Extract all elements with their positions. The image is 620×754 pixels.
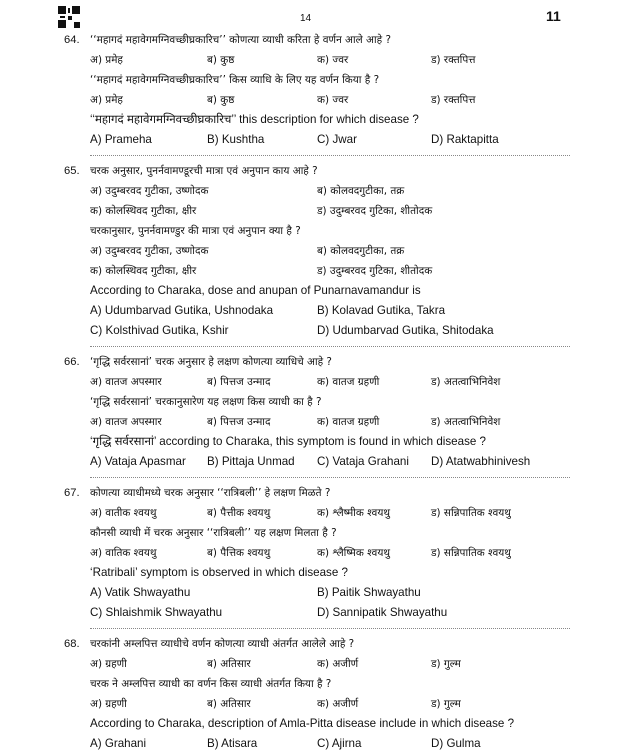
question-66 bbox=[64, 352, 584, 472]
options-row bbox=[64, 543, 584, 563]
question-stem-line bbox=[64, 392, 584, 412]
option: D) Sannipatik Shwayathu bbox=[317, 606, 448, 619]
options-row bbox=[64, 50, 584, 70]
question-stem: चरक ने अम्लपित्त व्याधी का वर्णन किस व्याधी अंतर्गत किया है ? bbox=[90, 678, 332, 690]
option: अ) प्रमेह bbox=[90, 94, 123, 106]
option: ड) सन्निपातिक श्वयथु bbox=[431, 507, 511, 519]
options-row bbox=[64, 503, 584, 523]
question-page bbox=[64, 30, 584, 754]
option: ड) सन्निपातिक श्वयथु bbox=[431, 547, 511, 559]
option: C) Jwar bbox=[317, 133, 357, 146]
question-65 bbox=[64, 161, 584, 341]
options-row bbox=[64, 90, 584, 110]
option: A) Vatik Shwayathu bbox=[90, 586, 191, 599]
option: क) श्लैष्मीक श्वयथु bbox=[317, 507, 390, 519]
question-64 bbox=[64, 30, 584, 150]
options-row bbox=[64, 372, 584, 392]
option: अ) वातज अपस्मार bbox=[90, 376, 162, 388]
options-row bbox=[64, 654, 584, 674]
option: ड) उदुम्बरवद गुटिका, शीतोदक bbox=[317, 205, 433, 217]
option: अ) वातिक श्वयथु bbox=[90, 547, 157, 559]
option: ब) कोलवदगुटीका, तक्र bbox=[317, 185, 405, 197]
page-number-right: 11 bbox=[546, 8, 561, 24]
question-divider bbox=[90, 628, 570, 630]
question-stem: ‘गृद्धि सर्वरसानां’ according to Charaka, this symptom is found in which disease ? bbox=[90, 435, 486, 448]
option: B) Pittaja Unmad bbox=[207, 455, 295, 468]
option: A) Udumbarvad Gutika, Ushnodaka bbox=[90, 304, 274, 317]
question-number: 67. bbox=[64, 487, 80, 499]
question-stem: ‘‘महागदं महावेगमग्निवच्छीघ्रकारिच’’ किस व्याधि के लिए यह वर्णन किया है ? bbox=[90, 74, 380, 86]
option: ब) अतिसार bbox=[207, 658, 251, 670]
question-stem-line bbox=[64, 30, 584, 50]
question-stem: ‘‘महागदं महावेगमग्निवच्छीघ्रकारिच’’ this description for which disease ? bbox=[90, 113, 419, 126]
question-stem: According to Charaka, dose and anupan of Punarnavamandur is bbox=[90, 284, 421, 297]
option: अ) ग्रहणी bbox=[90, 658, 127, 670]
option: ब) अतिसार bbox=[207, 698, 251, 710]
options-row bbox=[64, 734, 584, 754]
options-row bbox=[64, 412, 584, 432]
option: C) Shlaishmik Shwayathu bbox=[90, 606, 223, 619]
question-stem-line bbox=[64, 634, 584, 654]
option: D) Udumbarvad Gutika, Shitodaka bbox=[317, 324, 494, 337]
question-stem: चरक अनुसार, पुनर्नवामण्डूरची मात्रा एवं अनुपान काय आहे ? bbox=[90, 165, 318, 177]
question-number: 65. bbox=[64, 165, 80, 177]
option: D) Atatwabhinivesh bbox=[431, 455, 531, 468]
options-row bbox=[64, 583, 584, 603]
question-stem: ‘Ratribali’ symptom is observed in which disease ? bbox=[90, 566, 348, 579]
options-row bbox=[64, 130, 584, 150]
options-row bbox=[64, 301, 584, 321]
question-stem: चरकांनी अम्लपित्त व्याधीचे वर्णन कोणत्या व्याधी अंतर्गत आलेले आहे ? bbox=[90, 638, 355, 650]
barcode-icon bbox=[58, 6, 80, 28]
option: A) Grahani bbox=[90, 737, 147, 750]
question-stem-line bbox=[64, 483, 584, 503]
question-stem: कोणत्या व्याधीमध्ये चरक अनुसार ‘‘रात्रिबली’’ हे लक्षण मिळते ? bbox=[90, 487, 331, 499]
question-stem: ‘‘महागदं महावेगमग्निवच्छीघ्रकारिच’’ कोणत्या व्याधी करिता हे वर्णन आले आहे ? bbox=[90, 34, 391, 46]
option: अ) वातीक श्वयथु bbox=[90, 507, 157, 519]
option: C) Vataja Grahani bbox=[317, 455, 409, 468]
option: क) वातज ग्रहणी bbox=[317, 416, 380, 428]
question-stem: ‘गृद्धि सर्वरसानां’ चरकानुसारेण यह लक्षण किस व्याधी का है ? bbox=[90, 396, 322, 408]
option: ब) पैत्तिक श्वयथु bbox=[207, 547, 271, 559]
option: क) ज्वर bbox=[317, 54, 349, 66]
question-stem-line bbox=[64, 161, 584, 181]
question-stem: ‘गृद्धि सर्वरसानां’ चरक अनुसार हे लक्षण कोणत्या व्याधिचे आहे ? bbox=[90, 356, 332, 368]
option: क) कोलस्थिवद गुटीका, क्षीर bbox=[90, 205, 197, 217]
option: ब) कोलवदगुटीका, तक्र bbox=[317, 245, 405, 257]
option: अ) उदुम्बरवद गुटीका, उष्णोदक bbox=[90, 185, 209, 197]
question-stem-line bbox=[64, 674, 584, 694]
options-row bbox=[64, 201, 584, 221]
option: क) अजीर्ण bbox=[317, 658, 359, 670]
options-row bbox=[64, 261, 584, 281]
option: अ) प्रमेह bbox=[90, 54, 123, 66]
options-row bbox=[64, 181, 584, 201]
question-number: 64. bbox=[64, 34, 80, 46]
question-67 bbox=[64, 483, 584, 623]
question-stem: According to Charaka, description of Amla-Pitta disease include in which disease ? bbox=[90, 717, 515, 730]
question-number: 68. bbox=[64, 638, 80, 650]
options-row bbox=[64, 694, 584, 714]
question-stem-line bbox=[64, 432, 584, 452]
option: क) अजीर्ण bbox=[317, 698, 359, 710]
option: ड) अतत्वाभिनिवेश bbox=[431, 416, 501, 428]
option: ड) उदुम्बरवद गुटिका, शीतोदक bbox=[317, 265, 433, 277]
question-68 bbox=[64, 634, 584, 754]
options-row bbox=[64, 452, 584, 472]
option: ड) गुल्म bbox=[431, 698, 461, 710]
option: A) Prameha bbox=[90, 133, 152, 146]
question-divider bbox=[90, 346, 570, 348]
option: ड) रक्तपित्त bbox=[431, 54, 476, 66]
option: क) ज्वर bbox=[317, 94, 349, 106]
option: C) Ajirna bbox=[317, 737, 362, 750]
question-divider bbox=[90, 477, 570, 479]
question-stem: कौनसी व्याधी में चरक अनुसार ‘‘रात्रिबली’’ यह लक्षण मिलता है ? bbox=[90, 527, 337, 539]
option: क) कोलस्थिवद गुटीका, क्षीर bbox=[90, 265, 197, 277]
option: ब) पैत्तीक श्वयथु bbox=[207, 507, 271, 519]
option: B) Kushtha bbox=[207, 133, 265, 146]
question-stem-line bbox=[64, 70, 584, 90]
option: अ) वातज अपस्मार bbox=[90, 416, 162, 428]
option: क) वातज ग्रहणी bbox=[317, 376, 380, 388]
option: B) Atisara bbox=[207, 737, 258, 750]
option: B) Kolavad Gutika, Takra bbox=[317, 304, 446, 317]
option: अ) उदुम्बरवद गुटीका, उष्णोदक bbox=[90, 245, 209, 257]
options-row bbox=[64, 603, 584, 623]
option: C) Kolsthivad Gutika, Kshir bbox=[90, 324, 229, 337]
question-stem-line bbox=[64, 563, 584, 583]
option: ब) कुष्ठ bbox=[207, 94, 235, 106]
question-stem-line bbox=[64, 110, 584, 130]
option: ब) कुष्ठ bbox=[207, 54, 235, 66]
option: ड) रक्तपित्त bbox=[431, 94, 476, 106]
option: ड) गुल्म bbox=[431, 658, 461, 670]
option: अ) ग्रहणी bbox=[90, 698, 127, 710]
option: D) Gulma bbox=[431, 737, 481, 750]
question-stem-line bbox=[64, 714, 584, 734]
question-number: 66. bbox=[64, 356, 80, 368]
option: B) Paitik Shwayathu bbox=[317, 586, 421, 599]
options-row bbox=[64, 321, 584, 341]
option: ब) पित्तज उन्माद bbox=[207, 376, 271, 388]
question-stem-line bbox=[64, 523, 584, 543]
question-stem-line bbox=[64, 221, 584, 241]
page-number-center: 14 bbox=[300, 13, 312, 24]
question-stem-line bbox=[64, 352, 584, 372]
options-row bbox=[64, 241, 584, 261]
option: ब) पित्तज उन्माद bbox=[207, 416, 271, 428]
question-divider bbox=[90, 155, 570, 157]
option: ड) अतत्वाभिनिवेश bbox=[431, 376, 501, 388]
question-stem: चरकानुसार, पुनर्नवामण्डुर की मात्रा एवं अनुपान क्या है ? bbox=[90, 225, 301, 237]
option: A) Vataja Apasmar bbox=[90, 455, 186, 468]
question-stem-line bbox=[64, 281, 584, 301]
option: क) श्लैष्मिक श्वयथु bbox=[317, 547, 390, 559]
option: D) Raktapitta bbox=[431, 133, 499, 146]
